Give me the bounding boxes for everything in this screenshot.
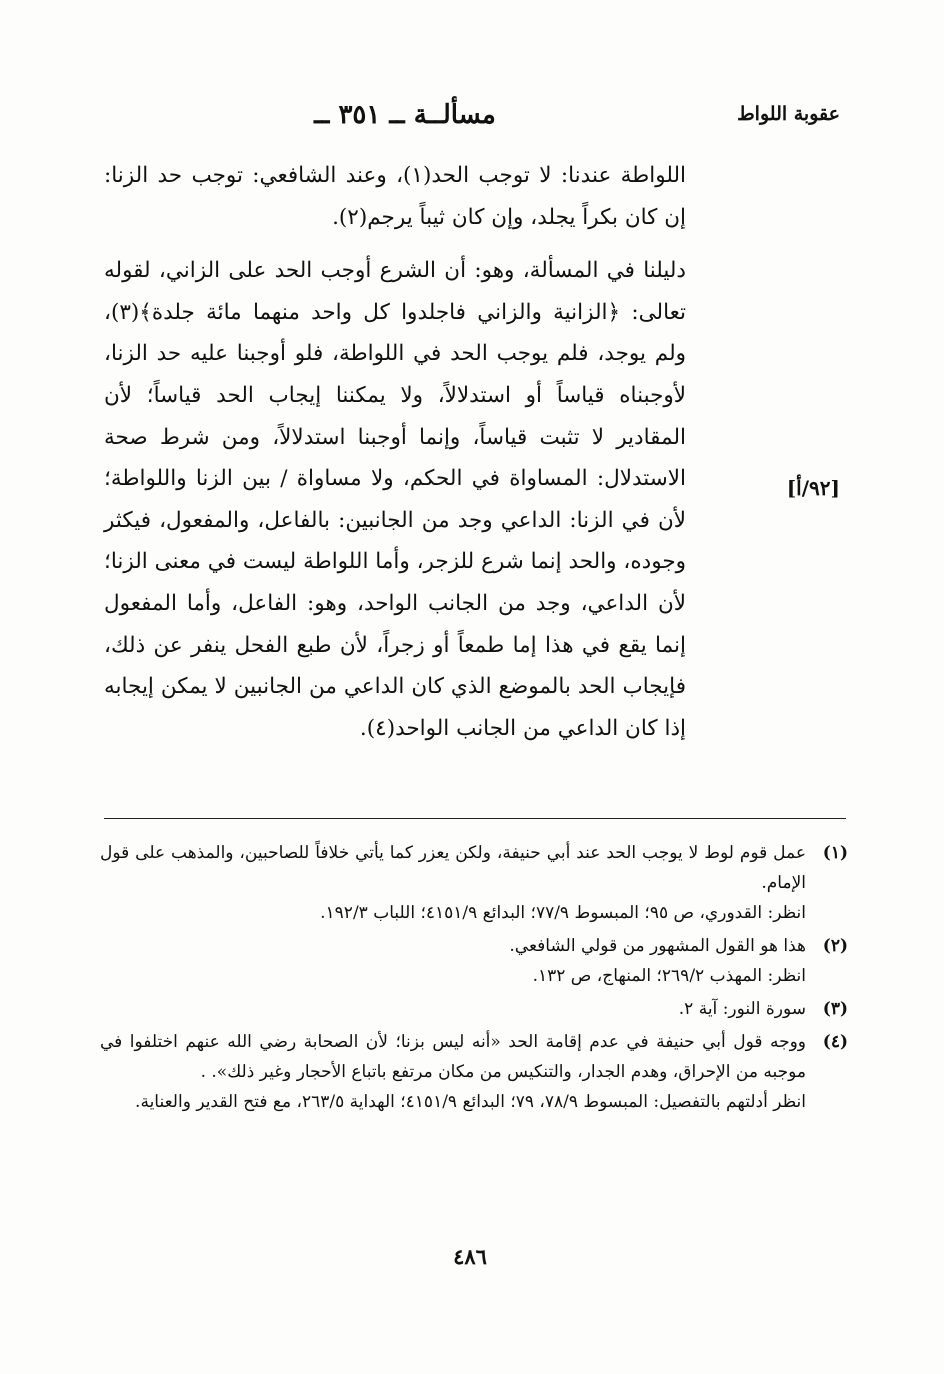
footnote-4 [100, 1027, 848, 1117]
footnote-number: (٢) [822, 936, 848, 956]
footnote-line: ووجه قول أبي حنيفة في عدم إقامة الحد «أنه ليس بزنا؛ لأن الصحابة رضي الله عنهم اختلفوا في موجبه من الإحراق، وهدم الجدار، والتنكيس من مكان مرتفع باتباع الأحجار وغير ذلك». . [100, 1032, 806, 1082]
footnotes [100, 838, 848, 1120]
running-head: عقوبة اللواط [737, 103, 840, 125]
paragraph-2: دليلنا في المسألة، وهو: أن الشرع أوجب الحد على الزاني، لقوله تعالى: ﴿الزانية والزاني فاجلدوا كل واحد منهما مائة جلدة﴾(٣)، ولم يوجد، فلم يوجب الحد في اللواطة، فلو أوجبنا عليه حد الزنا، لأوجبناه قياساً أو استدلالاً، ولا يمكننا إيجاب الحد قياساً؛ لأن المقادير لا تثبت قياساً، وإنما أوجبنا استدلالاً، ومن شرط صحة الاستدلال: المساواة في الحكم، ولا مساواة / بين الزنا واللواطة؛ لأن في الزنا: الداعي وجد من الجانبين: بالفاعل، والمفعول، فيكثر وجوده، والحد إنما شرع للزجر، وأما اللواطة ليست في معنى الزنا؛ لأن الداعي، وجد من الجانب الواحد، وهو: الفاعل، وأما المفعول إنما يقع في هذا إما طمعاً أو زجراً، لأن طبع الفحل ينفر عن ذلك، فإيجاب الحد بالموضع الذي كان الداعي من الجانبين لا يمكن إيجابه إذا كان الداعي من الجانب الواحد(٤). [104, 258, 686, 741]
footnote-body [100, 994, 806, 1024]
footnote-line: هذا هو القول المشهور من قولي الشافعي. [509, 936, 806, 956]
footnote-separator [104, 818, 846, 819]
footnote-line: انظر: المهذب ٢٦٩/٢؛ المنهاج، ص ١٣٢. [532, 966, 806, 986]
footnote-1 [100, 838, 848, 928]
paragraph-1: اللواطة عندنا: لا توجب الحد(١)، وعند الشافعي: توجب حد الزنا: إن كان بكراً يجلد، وإن كان ثيباً يرجم(٢). [104, 163, 686, 230]
footnote-number: (٤) [822, 1032, 848, 1052]
footnote-body [100, 931, 806, 991]
footnote-line: عمل قوم لوط لا يوجب الحد عند أبي حنيفة، ولكن يعزر كما يأتي خلافاً للصاحبين، والمذهب على قول الإمام. [100, 843, 806, 893]
footnote-line: سورة النور: آية ٢. [678, 999, 806, 1019]
main-text [104, 155, 686, 749]
footnote-line: انظر أدلتهم بالتفصيل: المبسوط ٧٨/٩، ٧٩؛ البدائع ٤١٥١/٩؛ الهداية ٢٦٣/٥، مع فتح القدير والعناية. [135, 1092, 806, 1112]
page-number: ٤٨٦ [453, 1244, 487, 1269]
manuscript-folio-reference: [٩٢/أ] [786, 476, 840, 500]
footnote-number: (١) [822, 843, 848, 863]
footnote-number: (٣) [822, 999, 848, 1019]
footnote-body [100, 1027, 806, 1117]
footnote-body [100, 838, 806, 928]
footnote-2 [100, 931, 848, 991]
footnote-line: انظر: القدوري، ص ٩٥؛ المبسوط ٧٧/٩؛ البدائع ٤١٥١/٩؛ اللباب ١٩٢/٣. [320, 903, 806, 923]
issue-title: مسألــة ــ ٣٥١ ــ [314, 100, 496, 130]
footnote-3 [100, 994, 848, 1024]
